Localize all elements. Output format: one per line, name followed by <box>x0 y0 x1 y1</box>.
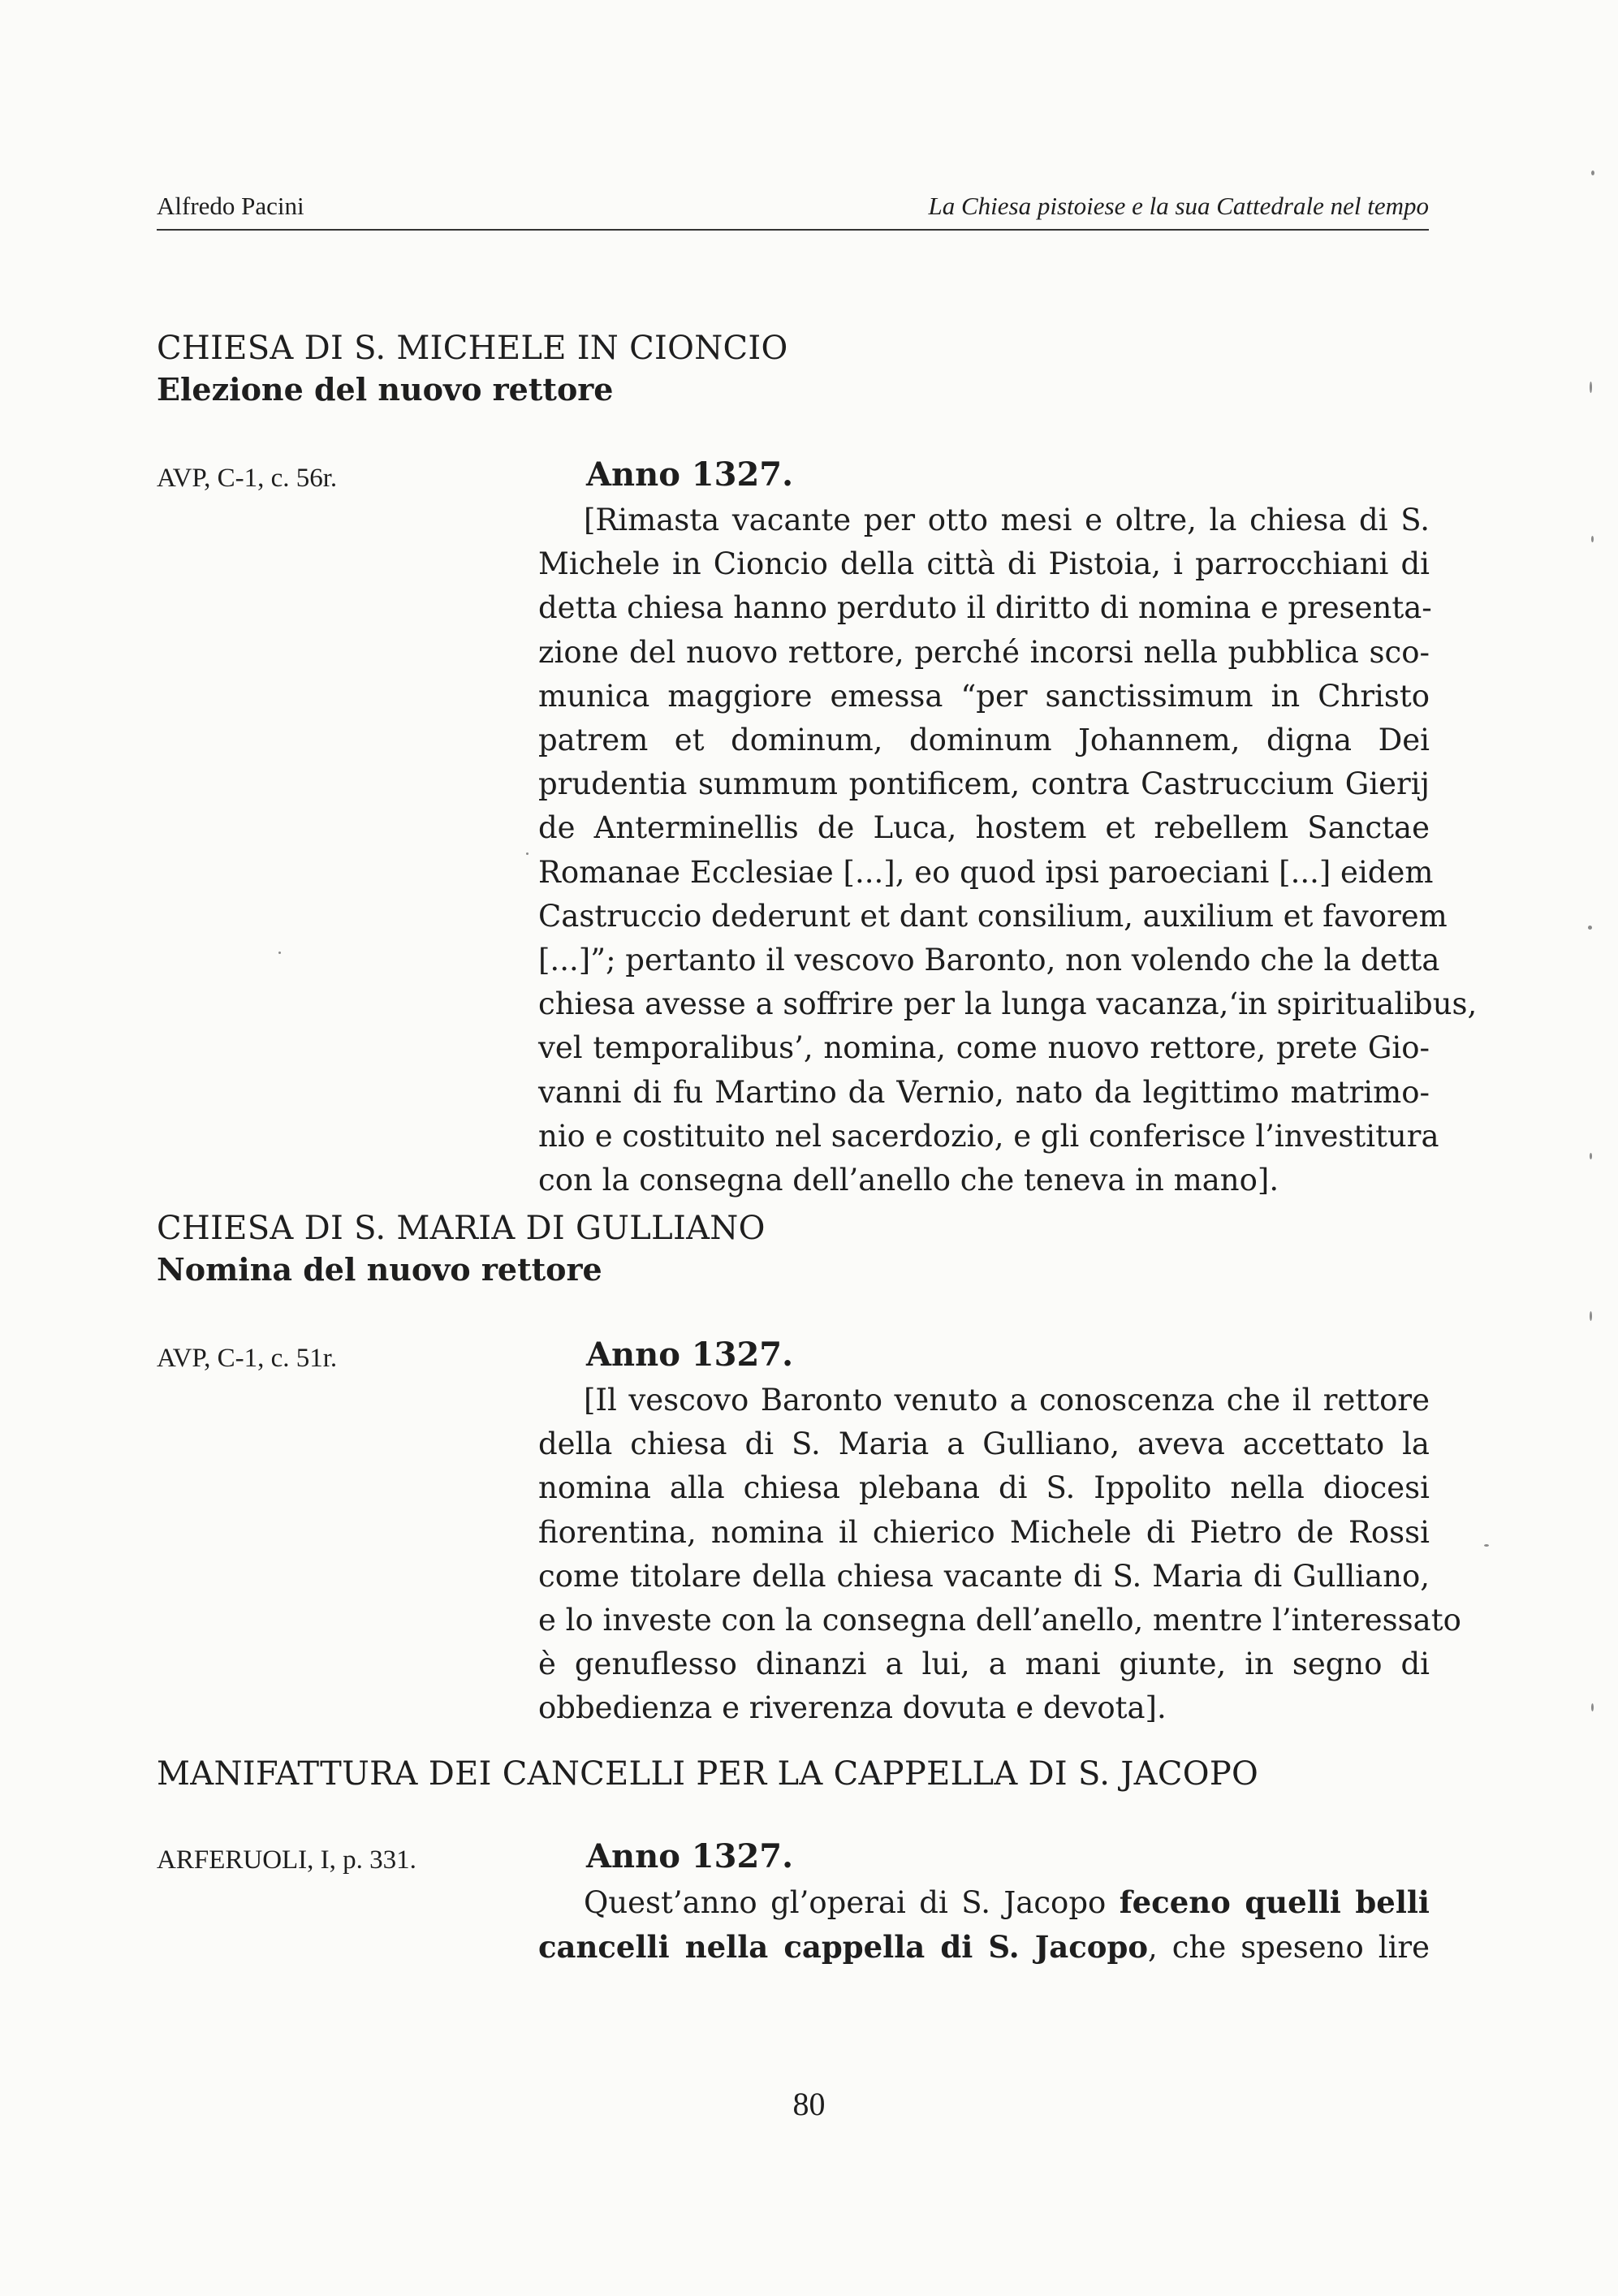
body-line: detta chiesa hanno perduto il diritto di nomina e presenta- <box>538 590 1432 626</box>
scan-speck <box>1590 382 1592 393</box>
body-line: e lo investe con la consegna dell’anello, mentre l’interessato <box>538 1603 1461 1638</box>
body-line: [Il vescovo Baronto venuto a conoscenza che il rettore <box>584 1383 1430 1418</box>
body-line: come titolare della chiesa vacante di S. Maria di Gulliano, <box>538 1558 1430 1594</box>
body-text-bold: feceno quelli belli <box>1119 1884 1430 1920</box>
body-line: con la consegna dell’anello che teneva in mano]. <box>538 1163 1279 1198</box>
section-1-subtitle: Elezione del nuovo rettore <box>157 371 614 408</box>
section-2-year: Anno 1327. <box>586 1336 794 1374</box>
section-2-title: CHIESA DI S. MARIA DI GULLIANO <box>157 1210 766 1247</box>
running-header-author: Alfredo Pacini <box>157 192 304 220</box>
section-1-year: Anno 1327. <box>586 455 794 494</box>
section-3-source: ARFERUOLI, I, p. 331. <box>157 1845 416 1875</box>
body-line: della chiesa di S. Maria a Gulliano, aveva accettato la <box>538 1426 1430 1462</box>
section-3-body <box>538 1880 1430 1970</box>
body-line: chiesa avesse a soffrire per la lunga vacanza,‘in spiritualibus, <box>538 986 1478 1022</box>
scan-speck <box>1591 170 1594 175</box>
section-1-title: CHIESA DI S. MICHELE IN CIONCIO <box>157 330 788 367</box>
body-line: Michele in Cioncio della città di Pistoia, i parrocchiani di <box>538 546 1430 582</box>
scan-speck <box>1588 926 1592 930</box>
section-2-body <box>538 1379 1461 1731</box>
body-line: Romanae Ecclesiae [...], eo quod ipsi paroeciani [...] eidem <box>538 854 1434 890</box>
body-line <box>538 1880 1430 1925</box>
scan-speck <box>1590 1311 1592 1321</box>
scan-speck <box>278 952 281 954</box>
body-line: nomina alla chiesa plebana di S. Ippolito nella diocesi <box>538 1470 1430 1506</box>
body-line: è genuflesso dinanzi a lui, a mani giunte, in segno di <box>538 1646 1430 1682</box>
body-line: zione del nuovo rettore, perché incorsi nella pubblica sco- <box>538 634 1430 670</box>
scan-speck <box>1484 1544 1489 1547</box>
running-header-title: La Chiesa pistoiese e la sua Cattedrale nel tempo <box>928 192 1429 220</box>
body-text: , che speseno lire <box>1148 1930 1430 1966</box>
body-line: obbedienza e riverenza dovuta e devota]. <box>538 1690 1167 1726</box>
section-3-title: MANIFATTURA DEI CANCELLI PER LA CAPPELLA DI S. JACOPO <box>157 1755 1259 1793</box>
body-line: [...]”; pertanto il vescovo Baronto, non volendo che la detta <box>538 943 1440 978</box>
body-line: fiorentina, nomina il chierico Michele di Pietro de Rossi <box>538 1514 1430 1550</box>
body-line <box>538 1925 1430 1970</box>
scan-speck <box>1591 536 1594 542</box>
body-line: Castruccio dederunt et dant consilium, auxilium et favorem <box>538 898 1448 934</box>
body-text-bold: cancelli nella cappella di S. Jacopo <box>538 1929 1149 1966</box>
section-3-year: Anno 1327. <box>586 1837 794 1875</box>
page-number: 80 <box>792 2086 826 2122</box>
section-1-body <box>538 498 1478 1202</box>
body-text: Quest’anno gl’operai di S. Jacopo <box>584 1885 1120 1920</box>
scan-speck <box>526 852 529 855</box>
header-rule <box>157 229 1429 231</box>
section-2-source: AVP, C-1, c. 51r. <box>157 1344 338 1373</box>
section-1-source: AVP, C-1, c. 56r. <box>157 464 338 493</box>
body-line: de Anterminellis de Luca, hostem et rebellem Sanctae <box>538 810 1430 846</box>
body-line: vel temporalibus’, nomina, come nuovo rettore, prete Gio- <box>538 1030 1430 1066</box>
body-line: vanni di fu Martino da Vernio, nato da legittimo matrimo- <box>538 1074 1430 1110</box>
section-2-subtitle: Nomina del nuovo rettore <box>157 1251 602 1288</box>
body-line: prudentia summum pontificem, contra Castruccium Gierij <box>538 766 1430 802</box>
body-line: [Rimasta vacante per otto mesi e oltre, la chiesa di S. <box>584 503 1430 537</box>
scan-speck <box>1591 1703 1594 1711</box>
body-line: nio e costituito nel sacerdozio, e gli conferisce l’investitura <box>538 1118 1439 1154</box>
body-line: patrem et dominum, dominum Johannem, digna Dei <box>538 723 1430 758</box>
body-line: munica maggiore emessa “per sanctissimum in Christo <box>538 678 1430 714</box>
scan-speck <box>1590 1153 1592 1159</box>
